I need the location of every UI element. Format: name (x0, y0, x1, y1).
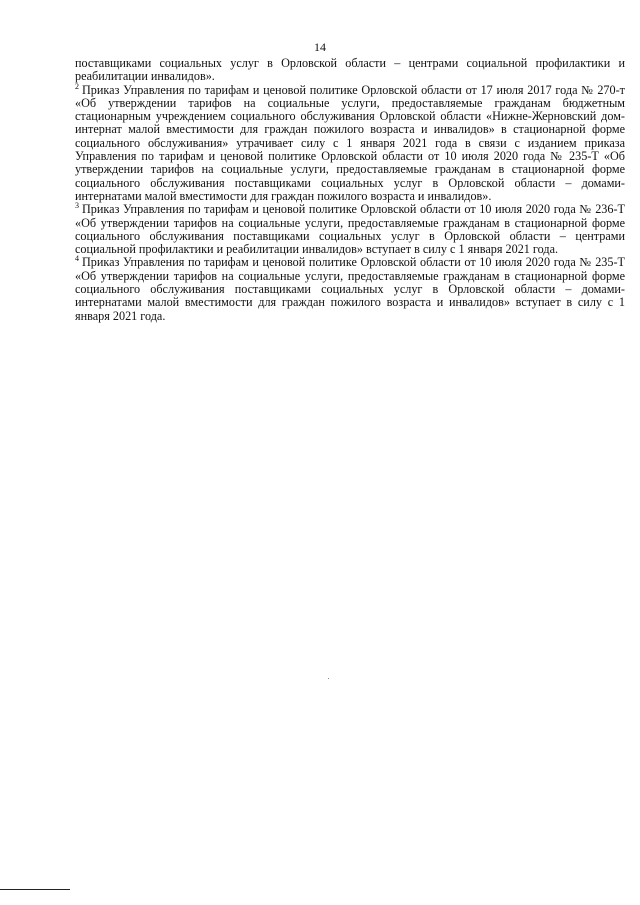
scan-speck (328, 678, 329, 679)
footnote-4-mark: 4 (75, 254, 79, 264)
footnote-4 (75, 256, 625, 322)
footnote-2-mark: 2 (75, 81, 79, 91)
footnote-continuation: поставщиками социальных услуг в Орловской области – центрами социальной профилактики и реабилитации инвалидов». (75, 56, 625, 84)
bottom-edge-line (0, 889, 70, 890)
footnotes-block (75, 57, 625, 323)
footnote-3 (75, 203, 625, 256)
footnote-2-text: Приказ Управления по тарифам и ценовой политике Орловской области от 17 июля 2017 года № 270-т «Об утверждении тарифов на социальные услуги, предоставляемые гражданам бюджетным стационарным учреждением социального обслуживания Орловской области «Нижне-Жерновский дом-интернат малой вместимости для граждан пожилого возраста и инвалидов» в стационарной форме социального обслуживания» утрачивает силу с 1 января 2021 года в связи с изданием приказа Управления по тарифам и ценовой политике Орловской области от 10 июля 2020 года № 235-Т «Об утверждении тарифов на социальные услуги, предоставляемые гражданам в стационарной форме социального обслуживания поставщиками социальных услуг в Орловской области – домами-интернатами малой вместимости для граждан пожилого возраста и инвалидов». (75, 82, 625, 203)
footnote-2 (75, 81, 625, 204)
footnote-3-mark: 3 (75, 201, 79, 211)
page-number: 14 (314, 40, 326, 54)
footnote-4-text: Приказ Управления по тарифам и ценовой политике Орловской области от 10 июля 2020 года № 235-Т «Об утверждении тарифов на социальные услуги, предоставляемые гражданам в стационарной форме социального обслуживания поставщиками социальных услуг в Орловской области – домами-интернатами малой вместимости для граждан пожилого возраста и инвалидов» вступает в силу с 1 января 2021 года. (75, 255, 625, 323)
footnote-3-text: Приказ Управления по тарифам и ценовой политике Орловской области от 10 июля 2020 года № 236-Т «Об утверждении тарифов на социальные услуги, предоставляемые гражданам в стационарной форме социального обслуживания поставщиками социальных услуг в Орловской области – центрами социальной профилактики и реабилитации инвалидов» вступает в силу с 1 января 2021 года. (75, 202, 625, 257)
